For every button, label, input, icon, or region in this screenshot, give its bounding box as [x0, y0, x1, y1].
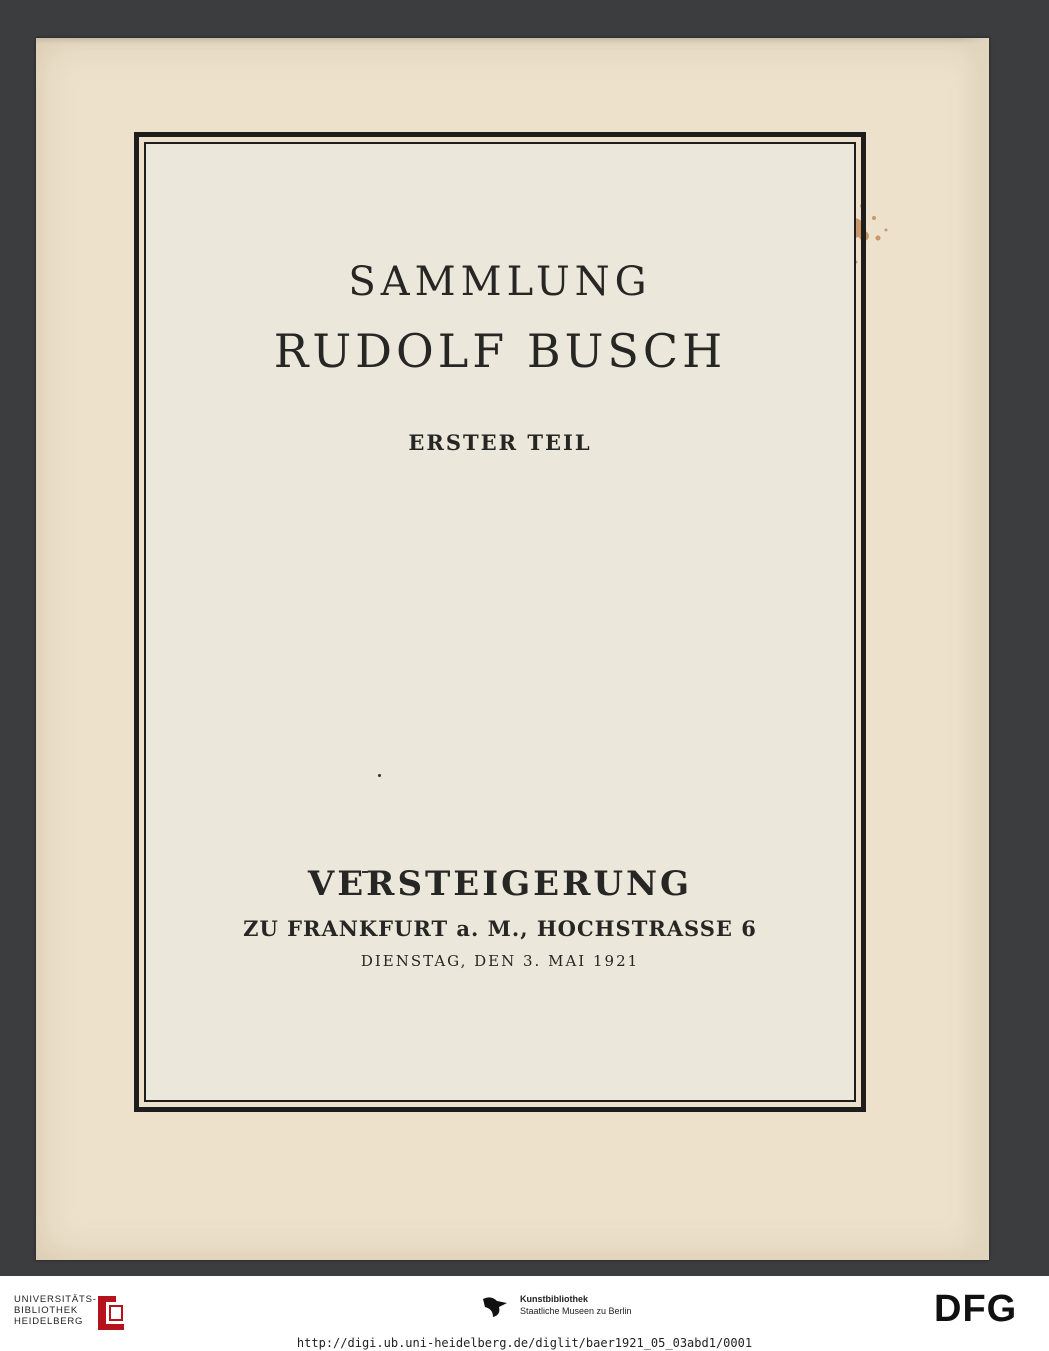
paper-speck [378, 774, 381, 777]
title-line-1: SAMMLUNG [348, 259, 652, 305]
kunstbibliothek-organisation: Staatliche Museen zu Berlin [520, 1306, 632, 1316]
kunstbibliothek-logo [520, 1293, 632, 1317]
kunstbibliothek-name: Kunstbibliothek [520, 1294, 588, 1304]
auction-date: DIENSTAG, DEN 3. MAI 1921 [360, 952, 640, 970]
title-line-2: RUDOLF BUSCH [273, 324, 727, 378]
auction-address: ZU FRANKFURT a. M., HOCHSTRASSE 6 [243, 916, 757, 941]
kunstbibliothek-icon [481, 1291, 509, 1319]
university-library-logo [14, 1294, 97, 1327]
catalog-cover-page [36, 38, 989, 1260]
digitization-footer [0, 1276, 1049, 1351]
logo-line: BIBLIOTHEK [14, 1305, 78, 1316]
cover-border-inner [144, 142, 856, 1102]
heidelberg-library-icon [94, 1292, 128, 1332]
permalink-url[interactable]: http://digi.ub.uni-heidelberg.de/diglit/baer1921_05_03abd1/0001 [296, 1336, 753, 1350]
cover-border-outer [134, 132, 866, 1112]
dfg-logo: DFG [934, 1288, 1018, 1330]
subtitle: ERSTER TEIL [408, 430, 592, 455]
logo-line: UNIVERSITÄTS- [14, 1294, 97, 1305]
logo-line: HEIDELBERG [14, 1316, 84, 1327]
auction-heading: VERSTEIGERUNG [307, 864, 693, 904]
